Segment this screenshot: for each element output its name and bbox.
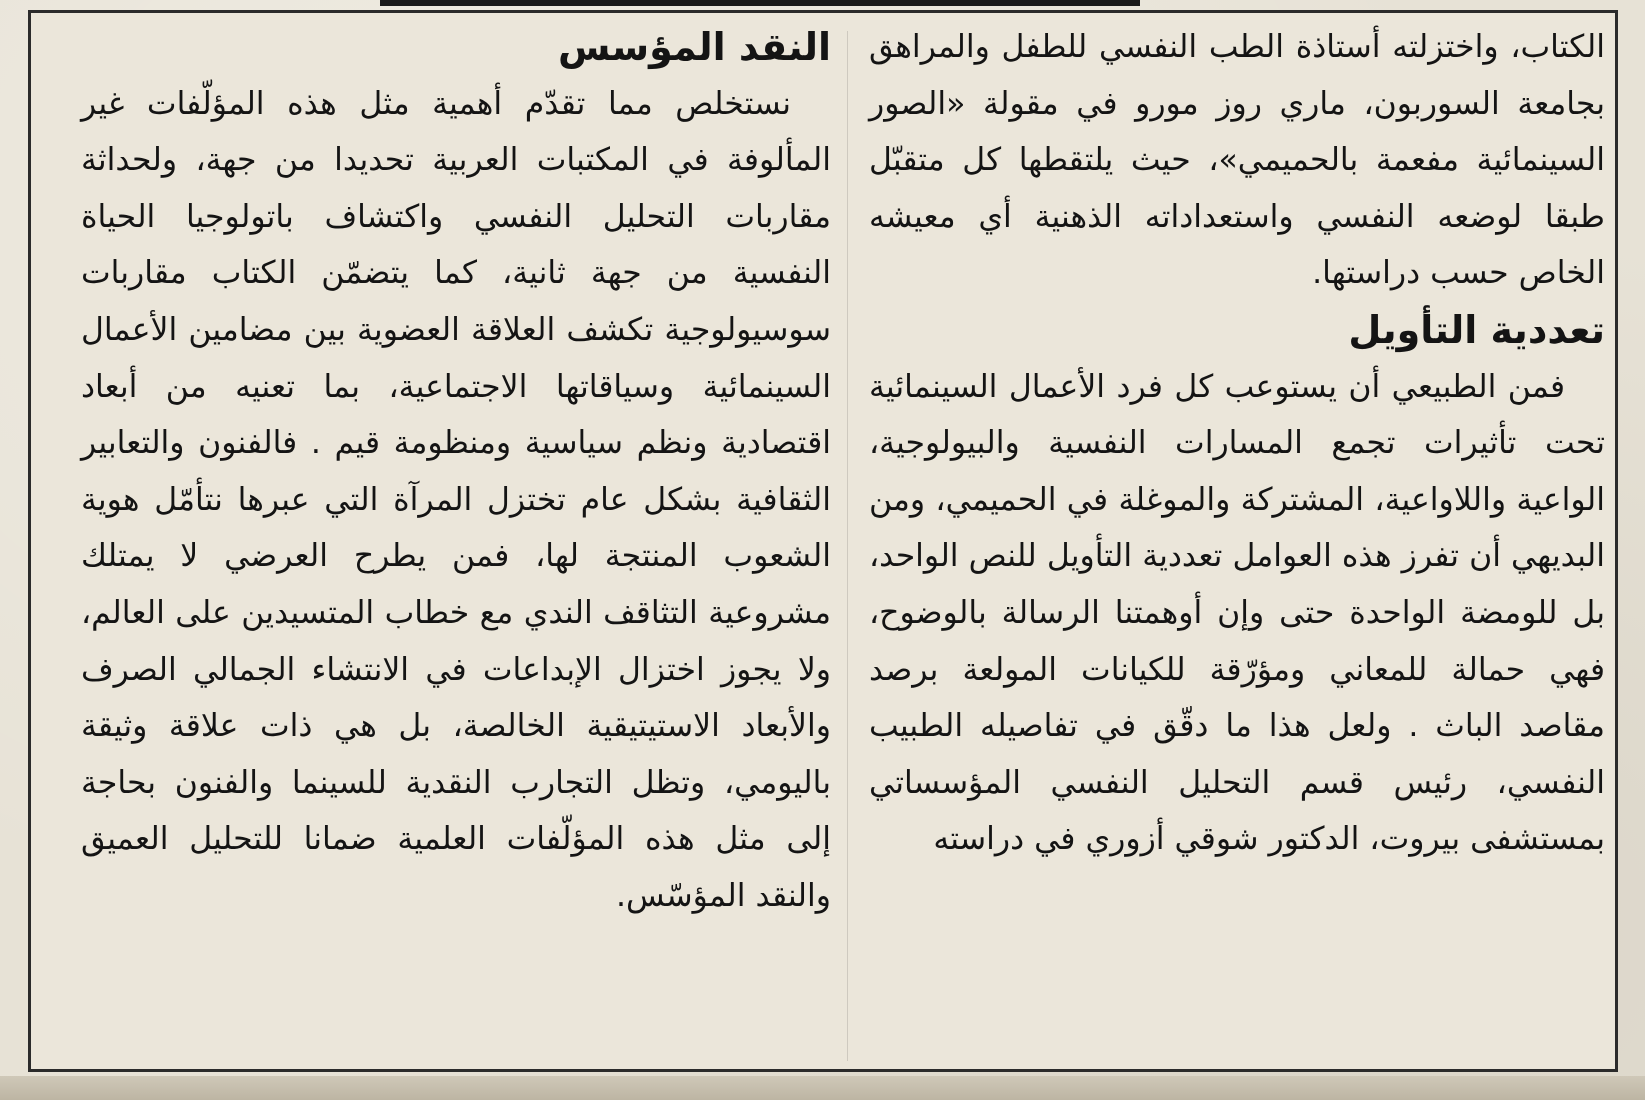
top-edge-strip xyxy=(380,0,1140,6)
newspaper-clipping xyxy=(28,10,1618,1072)
right-column xyxy=(869,19,1605,868)
right-paragraph-2: فمن الطبيعي أن يستوعب كل فرد الأعمال السينمائية تحت تأثيرات تجمع المسارات النفسية والبيولوجية، الواعية واللاواعية، المشتركة والموغلة في الحميمي، ومن البديهي أن تفرز هذه العوامل تعددية التأويل للنص الواحد، بل للومضة الواحدة حتى وإن أوهمتنا الرسالة بالوضوح، فهي حمالة للمعاني ومؤرّقة للكيانات المولعة برصد مقاصد الباث . ولعل هذا ما دقّق في تفاصيله الطبيب النفسي، رئيس قسم التحليل النفسي المؤسساتي بمستشفى بيروت، الدكتور شوقي أزوري في دراسته xyxy=(869,368,1605,858)
right-heading: تعددية التأويل xyxy=(1348,307,1605,352)
right-paragraph-1: الكتاب، واختزلته أستاذة الطب النفسي للطفل والمراهق بجامعة السوربون، ماري روز مورو في مقولة «الصور السينمائية مفعمة بالحميمي»، حيث يلتقطها كل متقبّل طبقا لوضعه النفسي واستعداداته الذهنية أي معيشه الخاص حسب دراستها. xyxy=(869,29,1605,292)
left-column xyxy=(81,19,831,925)
left-paragraph-1: نستخلص مما تقدّم أهمية مثل هذه المؤلّفات غير المألوفة في المكتبات العربية تحديدا من جهة، ولحداثة مقاربات التحليل النفسي واكتشاف باتولوجيا الحياة النفسية من جهة ثانية، كما يتضمّن الكتاب مقاربات سوسيولوجية تكشف العلاقة العضوية بين مضامين الأعمال السينمائية وسياقاتها الاجتماعية، بما تعنيه من أبعاد اقتصادية ونظم سياسية ومنظومة قيم . فالفنون والتعابير الثقافية بشكل عام تختزل المرآة التي عبرها نتأمّل هوية الشعوب المنتجة لها، فمن يطرح العرضي لا يمتلك مشروعية التثاقف الندي مع خطاب المتسيدين على العالم، ولا يجوز اختزال الإبداعات في الانتشاء الجمالي الصرف والأبعاد الاستيتيقية الخالصة، بل هي ذات علاقة وثيقة باليومي، وتظل التجارب النقدية للسينما والفنون بحاجة إلى مثل هذه المؤلّفات العلمية ضمانا للتحليل العميق والنقد المؤسّس. xyxy=(81,85,831,914)
bottom-edge xyxy=(0,1076,1645,1100)
left-heading: النقد المؤسس xyxy=(557,25,831,69)
column-divider xyxy=(847,31,848,1061)
